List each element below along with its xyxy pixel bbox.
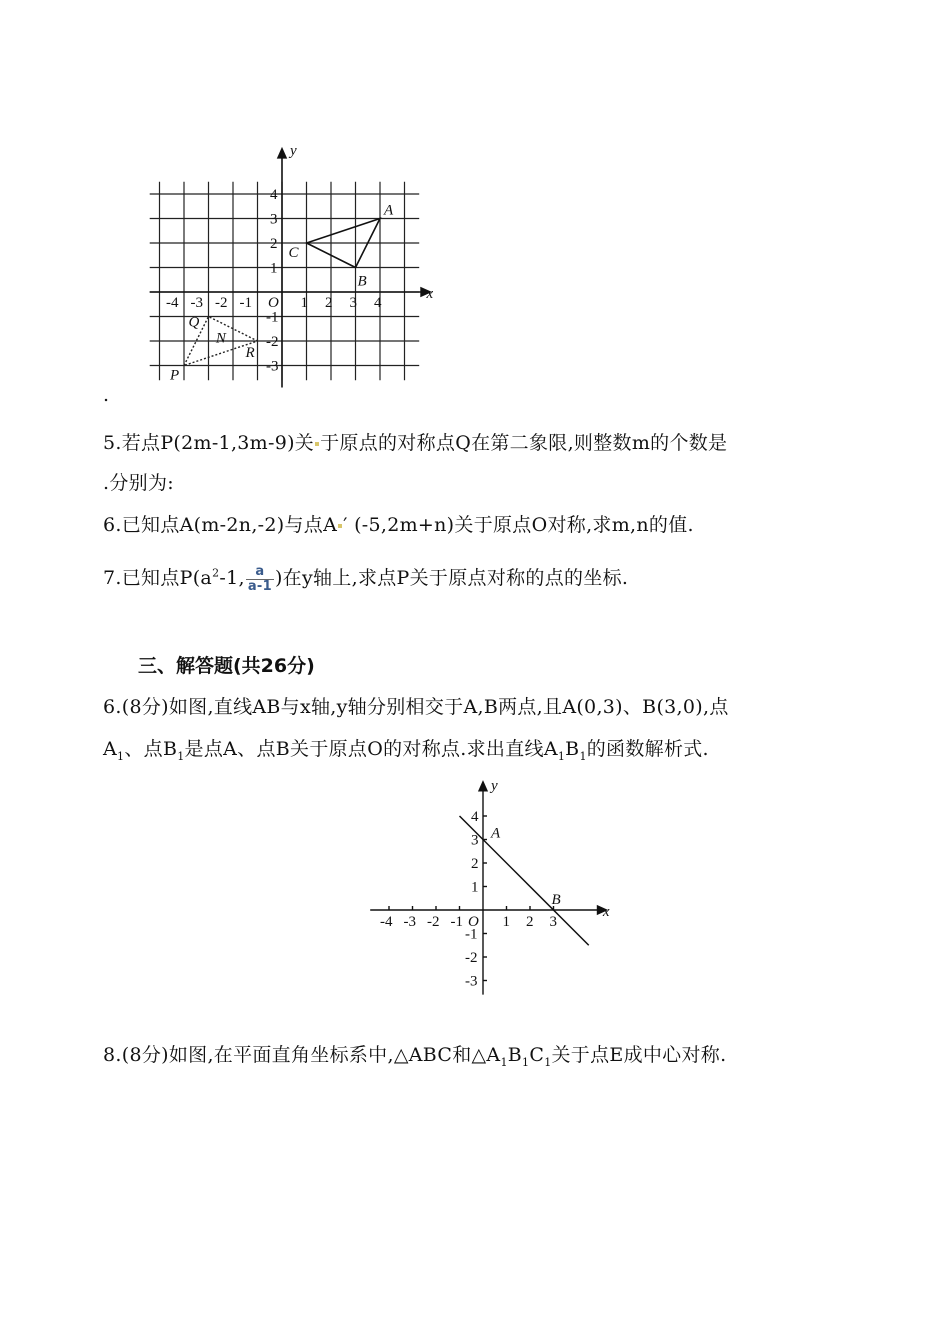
t: 的函数解析式. [586,738,709,760]
q7-text-c: )在y轴上,求点P关于原点对称的点的坐标. [274,567,629,589]
t: B [565,738,580,760]
origin-label: O [268,295,279,311]
q6a-text-b: ′ (-5,2m+n)关于原点O对称,求m,n的值. [343,514,694,536]
x-tick-label: -4 [380,914,393,930]
q7-text-a: 7.已知点P(a [103,567,213,589]
y-tick-label: 3 [471,832,479,849]
small-mark-icon [338,524,342,528]
question-5-line2: .分别为: [103,472,174,494]
x-tick-label: 3 [349,295,357,311]
y-axis-arrow [479,782,487,791]
x-tick-label: 2 [526,914,534,930]
origin-label: O [468,914,479,930]
y-tick-label: 4 [270,187,278,203]
x-tick-label: 1 [300,295,308,311]
section-heading: 三、解答题(共26分) [138,655,315,677]
axis-labels [380,778,610,989]
question-8 [103,1040,726,1069]
grid-lines [150,182,420,380]
point-label-Q: Q [188,314,200,331]
fraction [246,565,274,594]
point-label-B: B [357,273,367,290]
point-label-R: R [245,345,255,361]
line-ab [460,816,589,945]
axis-labels [166,143,434,384]
figure-line-ab [355,770,610,1000]
y-tick-label: -2 [465,950,478,966]
x-tick-label: -1 [239,295,252,311]
t: B [507,1044,523,1066]
t: 是点A、点B关于原点O的对称点.求出直线A [184,738,558,760]
q7-text-b: -1, [219,567,245,589]
figure-grid-triangles [140,142,440,385]
axes [150,149,430,388]
q6a-text-a: 6.已知点A(m-2n,-2)与点A [103,514,338,536]
line-ab [460,816,589,945]
x-axis-label: x [602,904,610,920]
x-tick-label: -3 [190,295,203,311]
sub: 1 [579,749,587,763]
point-label-A: A [491,825,501,842]
x-tick-label: -2 [215,295,228,311]
sub: 1 [557,749,566,763]
t: C [529,1044,545,1066]
y-axis-arrow [278,149,286,158]
y-tick-label: 1 [471,879,479,896]
y-tick-label: 1 [270,260,278,277]
axes [370,782,606,995]
q7-sup: 2 [212,566,220,580]
y-tick-label: -3 [266,358,279,375]
sub: 1 [522,1055,530,1069]
point-label-P: P [170,367,180,384]
x-tick-label: 4 [374,295,382,311]
question-6b-line1: 6.(8分)如图,直线AB与x轴,y轴分别相交于A,B两点,且A(0,3)、B(3,0),点 [103,696,729,718]
y-tick-label: 3 [270,211,278,228]
y-tick-label: -1 [465,926,478,943]
question-6a [103,510,694,537]
point-label-C: C [288,245,299,261]
point-label-A: A [384,202,394,219]
x-tick-label: 1 [502,914,510,930]
x-tick-label: -4 [166,295,179,311]
sub: 1 [500,1055,508,1069]
t: A [103,738,118,760]
t: 关于点E成中心对称. [551,1044,727,1066]
x-tick-label: 2 [325,295,333,311]
y-tick-label: 2 [270,236,278,252]
trailing-dot: . [103,384,110,406]
x-tick-label: -3 [403,914,416,930]
sub: 1 [177,749,185,763]
x-tick-label: 3 [549,914,557,930]
y-axis-label: y [491,778,498,795]
q5-text-a: 5.若点P(2m-1,3m-9)关 [103,432,315,454]
small-mark-icon [315,442,319,446]
t: 8.(8分)如图,在平面直角坐标系中,△ABC和△A [103,1044,501,1066]
point-label-B: B [551,892,561,908]
y-tick-label: 2 [471,856,479,872]
sub: 1 [544,1055,552,1069]
y-tick-label: -1 [266,309,279,326]
question-5-line1 [103,428,727,455]
y-axis-label: y [290,142,297,159]
question-6b-line2 [103,734,709,763]
y-tick-label: -2 [266,334,279,350]
y-tick-label: -3 [465,973,478,990]
q5-text-b: 于原点的对称点Q在第二象限,则整数m的个数是 [320,432,728,454]
fraction-numerator: a [246,565,274,580]
x-axis-label: x [426,286,434,302]
point-label-N: N [215,330,226,347]
fraction-denominator: a-1 [247,578,272,594]
x-tick-label: -1 [450,914,463,930]
t: 、点B [124,738,178,760]
sub: 1 [117,749,125,763]
y-tick-label: 4 [471,809,479,825]
x-tick-label: -2 [427,914,440,930]
question-7 [103,563,628,594]
